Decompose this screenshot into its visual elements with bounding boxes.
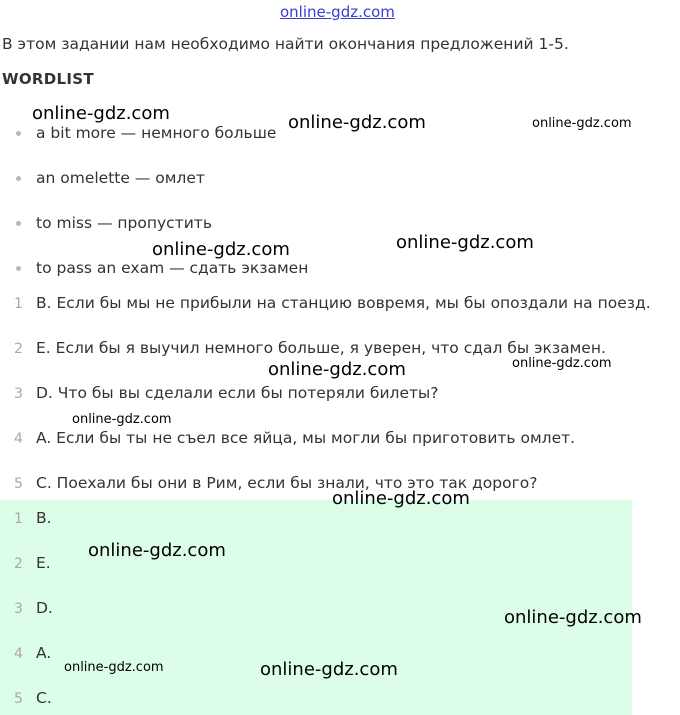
- watermark: online-gdz.com: [332, 488, 470, 509]
- list-bullet: [16, 176, 21, 181]
- wordlist-heading: WORDLIST: [2, 70, 94, 88]
- watermark: online-gdz.com: [532, 116, 632, 131]
- wordlist-item: an omelette — омлет: [36, 169, 205, 187]
- list-number: 1: [14, 511, 23, 527]
- wordlist-item: to miss — пропустить: [36, 214, 212, 232]
- answer-item: D.: [36, 599, 53, 617]
- intro-text: В этом задании нам необходимо найти окончания предложений 1-5.: [2, 35, 569, 53]
- answer-item: B.: [36, 509, 52, 527]
- watermark: online-gdz.com: [260, 659, 398, 680]
- list-number: 2: [14, 341, 23, 357]
- watermark: online-gdz.com: [152, 239, 290, 260]
- watermark: online-gdz.com: [64, 660, 164, 675]
- list-bullet: [16, 131, 21, 136]
- watermark: online-gdz.com: [72, 412, 172, 427]
- list-bullet: [16, 266, 21, 271]
- watermark: online-gdz.com: [288, 112, 426, 133]
- sentence-item: D. Что бы вы сделали если бы потеряли билеты?: [36, 384, 439, 402]
- site-link[interactable]: online-gdz.com: [280, 3, 395, 21]
- watermark: online-gdz.com: [504, 607, 642, 628]
- answer-item: C.: [36, 689, 52, 707]
- watermark: online-gdz.com: [396, 232, 534, 253]
- list-number: 5: [14, 476, 23, 492]
- watermark: online-gdz.com: [32, 103, 170, 124]
- answer-item: A.: [36, 644, 52, 662]
- sentence-item: A. Если бы ты не съел все яйца, мы могли бы приготовить омлет.: [36, 429, 576, 447]
- answer-item: E.: [36, 554, 51, 572]
- sentence-item: B. Если бы мы не прибыли на станцию вовремя, мы бы опоздали на поезд.: [36, 294, 651, 312]
- watermark: online-gdz.com: [512, 356, 612, 371]
- wordlist-item: to pass an exam — сдать экзамен: [36, 259, 309, 277]
- list-bullet: [16, 221, 21, 226]
- sentence-item: E. Если бы я выучил немного больше, я уверен, что сдал бы экзамен.: [36, 339, 606, 357]
- watermark: online-gdz.com: [88, 540, 226, 561]
- list-number: 2: [14, 556, 23, 572]
- list-number: 5: [14, 691, 23, 707]
- list-number: 1: [14, 296, 23, 312]
- list-number: 4: [14, 431, 23, 447]
- wordlist-item: a bit more — немного больше: [36, 124, 277, 142]
- sentence-item: C. Поехали бы они в Рим, если бы знали, что это так дорого?: [36, 474, 538, 492]
- list-number: 3: [14, 386, 23, 402]
- list-number: 4: [14, 646, 23, 662]
- list-number: 3: [14, 601, 23, 617]
- watermark: online-gdz.com: [268, 359, 406, 380]
